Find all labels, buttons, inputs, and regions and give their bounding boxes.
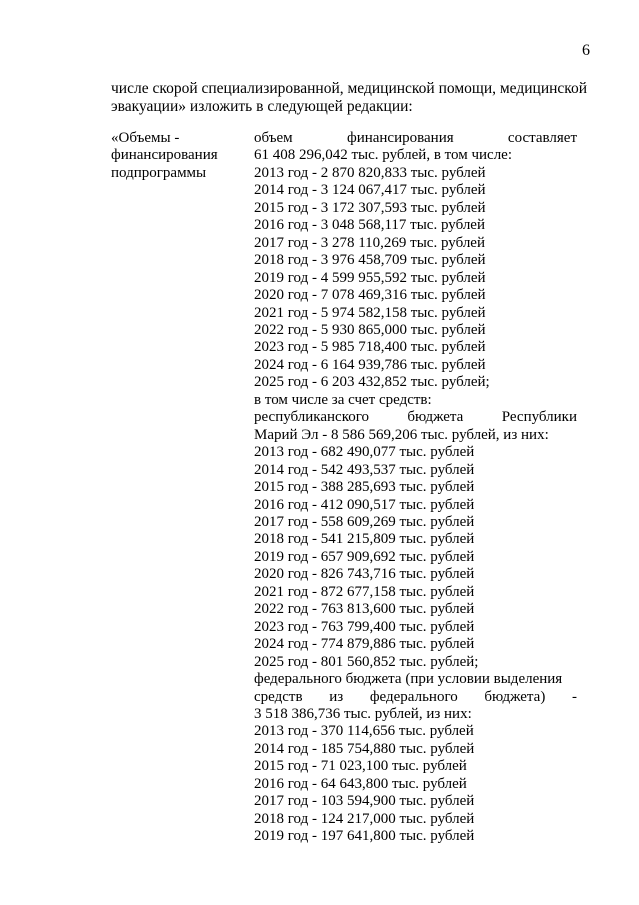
financing-label-cell bbox=[111, 130, 241, 182]
republic-year-item: 2022 год - 763 813,600 тыс. рублей bbox=[254, 601, 475, 618]
federal-line-3: 3 518 386,736 тыс. рублей, из них: bbox=[254, 705, 472, 722]
federal-year-item: 2018 год - 124 217,000 тыс. рублей bbox=[254, 810, 475, 827]
federal-year-item: 2019 год - 197 641,800 тыс. рублей bbox=[254, 828, 475, 845]
federal-year-item: 2013 год - 370 114,656 тыс. рублей bbox=[254, 723, 474, 740]
republic-year-item: 2016 год - 412 090,517 тыс. рублей bbox=[254, 496, 475, 513]
federal-line-2: средств из федерального бюджета) - bbox=[254, 688, 577, 705]
federal-year-list bbox=[254, 723, 577, 845]
republic-year-item: 2023 год - 763 799,400 тыс. рублей bbox=[254, 618, 475, 635]
total-line-2: 61 408 296,042 тыс. рублей, в том числе: bbox=[254, 147, 513, 164]
sources-heading: в том числе за счет средств: bbox=[254, 391, 432, 408]
financing-content-cell bbox=[254, 130, 577, 846]
total-year-item: 2020 год - 7 078 469,316 тыс. рублей bbox=[254, 287, 486, 304]
total-year-item: 2025 год - 6 203 432,852 тыс. рублей; bbox=[254, 374, 490, 391]
intro-line-2: эвакуации» изложить в следующей редакции: bbox=[111, 98, 413, 115]
total-year-item: 2024 год - 6 164 939,786 тыс. рублей bbox=[254, 356, 486, 373]
federal-year-item: 2017 год - 103 594,900 тыс. рублей bbox=[254, 793, 475, 810]
republic-year-item: 2015 год - 388 285,693 тыс. рублей bbox=[254, 479, 475, 496]
label-line-1 bbox=[111, 130, 241, 147]
republic-year-item: 2018 год - 541 215,809 тыс. рублей bbox=[254, 531, 475, 548]
total-line-1: объем финансирования составляет bbox=[254, 130, 577, 146]
republic-year-item: 2014 год - 542 493,537 тыс. рублей bbox=[254, 461, 475, 478]
total-year-item: 2023 год - 5 985 718,400 тыс. рублей bbox=[254, 339, 486, 356]
intro-paragraph bbox=[111, 80, 588, 116]
federal-year-item: 2015 год - 71 023,100 тыс. рублей bbox=[254, 758, 467, 775]
total-year-item: 2016 год - 3 048 568,117 тыс. рублей bbox=[254, 217, 485, 234]
republic-year-item: 2019 год - 657 909,692 тыс. рублей bbox=[254, 548, 475, 565]
total-year-item: 2019 год - 4 599 955,592 тыс. рублей bbox=[254, 269, 486, 286]
total-year-item: 2021 год - 5 974 582,158 тыс. рублей bbox=[254, 304, 486, 321]
republic-year-item: 2020 год - 826 743,716 тыс. рублей bbox=[254, 566, 475, 583]
total-year-item: 2013 год - 2 870 820,833 тыс. рублей bbox=[254, 164, 486, 181]
republic-year-item: 2024 год - 774 879,886 тыс. рублей bbox=[254, 636, 475, 653]
total-year-item: 2022 год - 5 930 865,000 тыс. рублей bbox=[254, 321, 486, 338]
total-year-item: 2015 год - 3 172 307,593 тыс. рублей bbox=[254, 199, 486, 216]
republic-year-list bbox=[254, 444, 577, 671]
label-dash: - bbox=[174, 130, 180, 146]
total-year-item: 2018 год - 3 976 458,709 тыс. рублей bbox=[254, 252, 486, 269]
total-year-item: 2014 год - 3 124 067,417 тыс. рублей bbox=[254, 182, 486, 199]
federal-line-1: федерального бюджета (при условии выделения bbox=[254, 671, 563, 688]
republic-year-item: 2025 год - 801 560,852 тыс. рублей; bbox=[254, 653, 479, 670]
intro-line-1: числе скорой специализированной, медицинской помощи, медицинской bbox=[111, 80, 588, 97]
republic-line-1: республиканского бюджета Республики bbox=[254, 409, 577, 426]
republic-year-item: 2013 год - 682 490,077 тыс. рублей bbox=[254, 444, 475, 461]
label-line-2: финансирования bbox=[111, 147, 218, 164]
federal-year-item: 2014 год - 185 754,880 тыс. рублей bbox=[254, 740, 475, 757]
label-title: «Объемы bbox=[111, 130, 171, 146]
page-number: 6 bbox=[582, 42, 590, 59]
federal-year-item: 2016 год - 64 643,800 тыс. рублей bbox=[254, 775, 467, 792]
label-line-3: подпрограммы bbox=[111, 164, 207, 181]
republic-line-2: Марий Эл - 8 586 569,206 тыс. рублей, из них: bbox=[254, 426, 549, 443]
republic-year-item: 2021 год - 872 677,158 тыс. рублей bbox=[254, 583, 475, 600]
total-year-item: 2017 год - 3 278 110,269 тыс. рублей bbox=[254, 234, 485, 251]
republic-year-item: 2017 год - 558 609,269 тыс. рублей bbox=[254, 513, 475, 530]
total-year-list bbox=[254, 165, 577, 392]
